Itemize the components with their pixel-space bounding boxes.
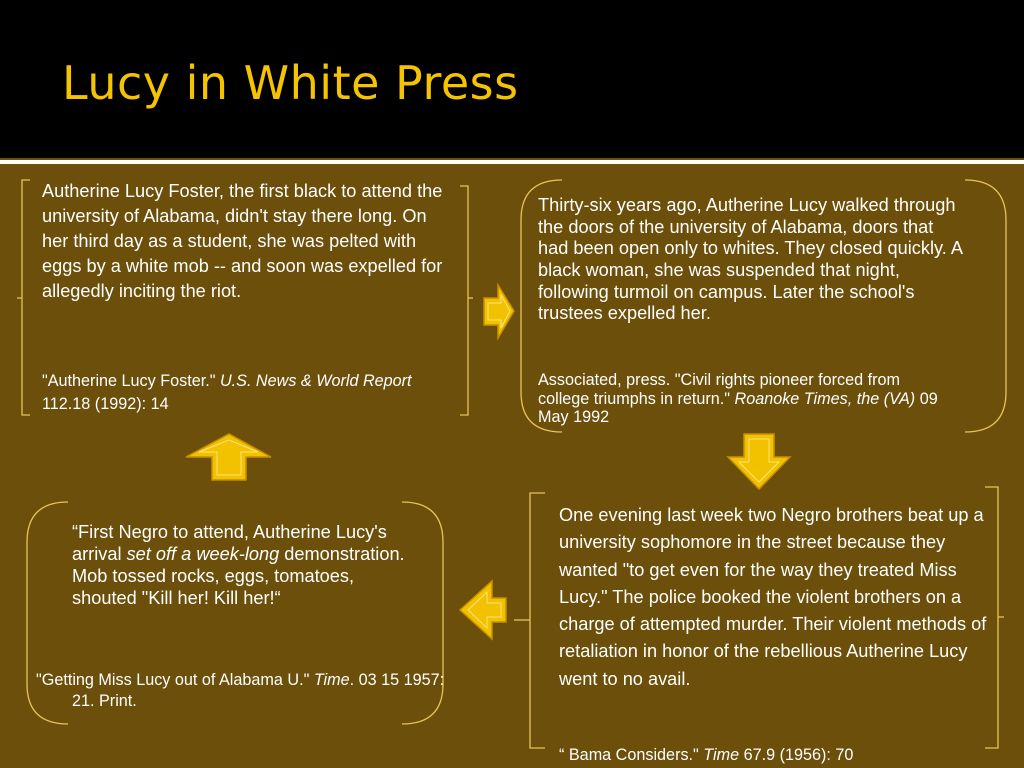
arrow-up-icon [186,434,271,480]
quote-3-body: One evening last week two Negro brothers beat up a university sophomore in the street because they wanted "to get even for the way they treated Miss Lucy." The police booked the violent brothers on a charge of attempted murder. Their violent methods of retaliation in honor of the rebellious Autherine Lucy went to no avail. [559,505,987,689]
citation-3-post: 67.9 (1956): 70 [739,746,854,764]
citation-2 [538,371,948,427]
citation-3-pre: “ Bama Considers." [559,746,704,764]
quote-4-body [72,522,422,609]
citation-1-post: 112.18 (1992): 14 [42,395,169,414]
citation-2-pre: Associated, press. "Civil rights pioneer forced from college triumphs in return." [538,371,901,408]
citation-4-post: . 03 15 1957: 21. Print. [72,671,445,711]
quote-2-body: Thirty-six years ago, Autherine Lucy walked through the doors of the university of Alabama, doors that had been open only to whites. They closed quickly. A black woman, she was suspended that night, following turmoil on campus. Later the school's trustees expelled her. [538,195,962,324]
quote-4-emphasis: set off a week-long [126,543,280,564]
citation-4-pre: "Getting Miss Lucy out of Alabama U." [36,671,314,689]
quote-1-body: Autherine Lucy Foster, the first black to attend the university of Alabama, didn't stay there long. On her third day as a student, she was pelted with eggs by a white mob -- and soon was expelled for allegedly inciting the riot. [42,181,443,302]
quote-box-1-text [42,179,454,305]
slide-title: Lucy in White Press [62,56,519,110]
arrow-right-icon [484,285,514,338]
citation-3-source: Time [703,746,740,764]
citation-2-post: 09 May 1992 [538,389,938,427]
citation-4-source: Time [313,671,350,689]
citation-3 [559,746,979,765]
citation-2-source: Roanoke Times, the (VA) [734,389,916,408]
arrow-down-icon [728,434,790,489]
arrow-left-icon [460,581,506,639]
quote-box-3-text [559,502,999,693]
citation-1-source: U.S. News & World Report [219,372,412,390]
quote-box-2-text [538,195,968,325]
quote-4-post: demonstration. Mob tossed rocks, eggs, tomatoes, shouted "Kill her! Kill her!“ [72,543,405,608]
quote-4-pre: “First Negro to attend, Autherine Lucy's arrival [72,522,387,564]
citation-1 [42,370,452,417]
citation-4 [0,670,446,712]
quote-box-4-text [72,522,422,609]
citation-1-pre: "Autherine Lucy Foster." [42,372,220,390]
